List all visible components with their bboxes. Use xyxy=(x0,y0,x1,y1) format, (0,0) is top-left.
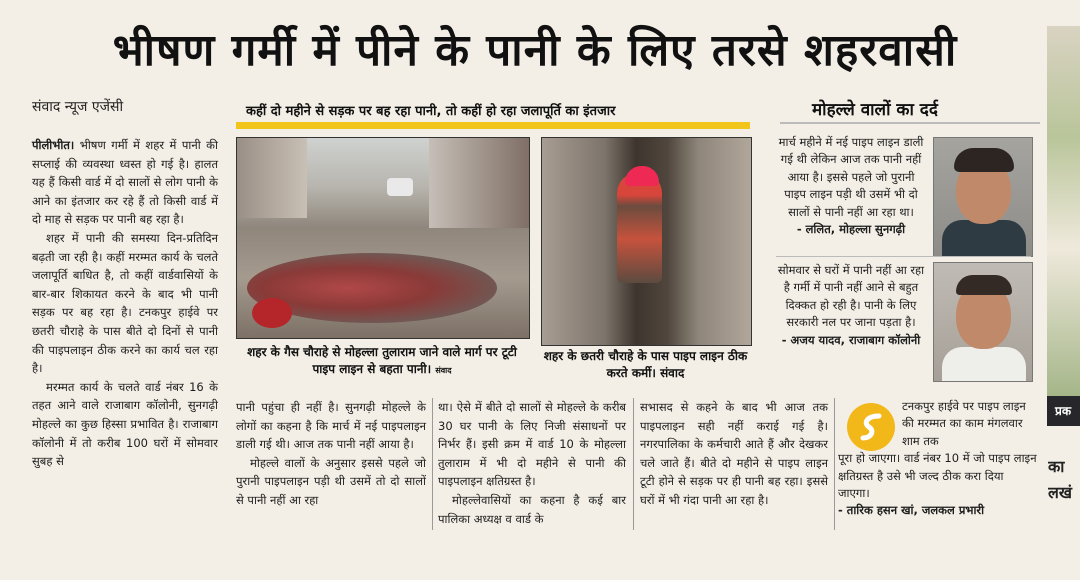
adjacent-article-photo xyxy=(1047,26,1080,396)
subheadline-underline xyxy=(236,122,750,129)
statement-text: टनकपुर हाईवे पर पाइप लाइन की मरम्मत का काम मंगलवार शाम तक xyxy=(902,399,1026,448)
article-column-4 xyxy=(640,398,828,510)
photo2-caption xyxy=(541,348,750,382)
article-column-2 xyxy=(236,398,426,510)
column-divider xyxy=(633,398,634,530)
paragraph: था। ऐसे में बीते दो सालों से मोहल्ले के करीब 30 घर पानी के लिए निजी संसाधनों पर निर्भर हैं। इसी क्रम में वार्ड 10 के मोहल्ला तुलाराम में भी दो महीने से पानी की पाइपलाइन क्षतिग्रस्त है। xyxy=(438,400,626,489)
subheadline: कहीं दो महीने से सड़क पर बह रहा पानी, तो कहीं हो रहा जलापूर्ति का इंतजार xyxy=(246,104,616,119)
photo1-credit: संवाद xyxy=(435,366,452,375)
quote-divider xyxy=(776,256,1031,257)
side-heading: मोहल्ले वालों का दर्द xyxy=(812,100,938,120)
article-column-3 xyxy=(438,398,626,528)
quote-ajay-yadav xyxy=(776,262,926,349)
article-column-1 xyxy=(32,136,218,471)
photo1-caption xyxy=(236,344,528,379)
adjacent-article-label: प्रक xyxy=(1047,396,1080,426)
official-statement xyxy=(838,398,1038,520)
paragraph: भीषण गर्मी में शहर में पानी की सप्लाई की व्यवस्था ध्वस्त हो गई है। हालत यह हैं किसी वार्ड में दो सालों से लोग पानी के आने का इंतजार कर रहे हैं तो किसी वार्ड में दो माह से सड़क पर पानी बह रहा है। xyxy=(32,138,218,227)
paragraph: शहर में पानी की समस्या दिन-प्रतिदिन बढ़ती जा रही है। कहीं मरम्मत कार्य के चलते जलापूर्ति बाधित है, तो कहीं वार्डवासियों के बार-बार शिकायत करने के बाद भी पानी सड़क पर बह रहा है। टनकपुर हाईवे पर छतरी चौराहे के पास बीते दो दिनों से पानी की पाइपलाइन ठीक करने का कार्य चल रहा है। xyxy=(32,230,218,376)
statement-signature: - तारिक हसन खां, जलकल प्रभारी xyxy=(838,503,985,518)
adjacent-text-line: का xyxy=(1048,457,1065,476)
paragraph: मरम्मत कार्य के चलते वार्ड नंबर 16 के तहत आने वाले राजाबाग कॉलोनी, सुनगढ़ी मोहल्ले का कुछ हिस्सा प्रभावित है। राजाबाग कॉलोनी में तो करीब 100 घरों में सोमवार सुबह से xyxy=(32,379,218,469)
quote-text: मार्च महीने में नई पाइप लाइन डाली गई थी लेकिन आज तक पानी नहीं आया है। इससे पहले जो पुरानी पाइप लाइन पड़ी थी उसमें भी दो सालों से पानी नहीं आ रहा था। xyxy=(778,135,924,219)
quote-lalit xyxy=(776,134,926,238)
paragraph: मोहल्ले वालों के अनुसार इससे पहले जो पुरानी पाइपलाइन पड़ी थी उसमें तो दो सालों से पानी नहीं आ रहा xyxy=(236,455,426,507)
top-strip-text xyxy=(0,0,1080,8)
paragraph: मोहल्लेवासियों का कहना है कई बार पालिका अध्यक्ष व वार्ड के xyxy=(438,492,626,526)
dateline: पीलीभीत। xyxy=(32,138,75,152)
photo-broken-pipeline-road xyxy=(236,137,530,339)
column-divider xyxy=(432,398,433,530)
photo2-caption-text: शहर के छतरी चौराहे के पास पाइप लाइन ठीक करते कर्मी। xyxy=(543,349,748,380)
side-heading-rule xyxy=(780,122,1040,124)
adjacent-text-line: लखं xyxy=(1048,483,1072,502)
photo2-credit: संवाद xyxy=(660,366,685,380)
headline: भीषण गर्मी में पीने के पानी के लिए तरसे शहरवासी xyxy=(112,25,958,76)
quote-author: - ललित, मोहल्ला सुनगढ़ी xyxy=(796,222,906,237)
adjacent-article-text xyxy=(1048,454,1080,506)
portrait-lalit xyxy=(933,137,1033,257)
byline: संवाद न्यूज एजेंसी xyxy=(32,99,124,115)
quote-text: सोमवार से घरों में पानी नहीं आ रहा है गर्मी में पानी नहीं आने से बहुत दिक्कत हो रही है। पानी के लिए सरकारी नल पर जाना पड़ता है। xyxy=(777,263,925,330)
portrait-ajay-yadav xyxy=(933,262,1033,382)
statement-text: पूरा हो जाएगा। वार्ड नंबर 10 में जो पाइप लाइन क्षतिग्रस्त है उसे भी जल्द ठीक करा दिया जाएगा। xyxy=(838,451,1037,501)
quote-author: - अजय यादव, राजाबाग कॉलोनी xyxy=(781,332,921,347)
column-divider xyxy=(834,398,835,530)
photo-worker-in-trench xyxy=(541,137,752,346)
paragraph: पानी पहुंचा ही नहीं है। सुनगढ़ी मोहल्ले के लोगों का कहना है कि मार्च में नई पाइपलाइन डाली गई थी। आज तक पानी नहीं आया है। xyxy=(236,400,426,452)
paragraph: सभासद से कहने के बाद भी आज तक पाइपलाइन सही नहीं कराई गई है। नगरपालिका के कर्मचारी आते हैं और देखकर चले जाते हैं। बीते दो महीने से पाइप लाइन टूटी होने से सड़क पर ही पानी बह रहा। इससे घरों में भी गंदा पानी आ रहा है। xyxy=(640,400,828,507)
photo1-caption-text: शहर के गैस चौराहे से मोहल्ला तुलाराम जाने वाले मार्ग पर टूटी पाइप लाइन से बहता पानी। xyxy=(247,345,517,376)
